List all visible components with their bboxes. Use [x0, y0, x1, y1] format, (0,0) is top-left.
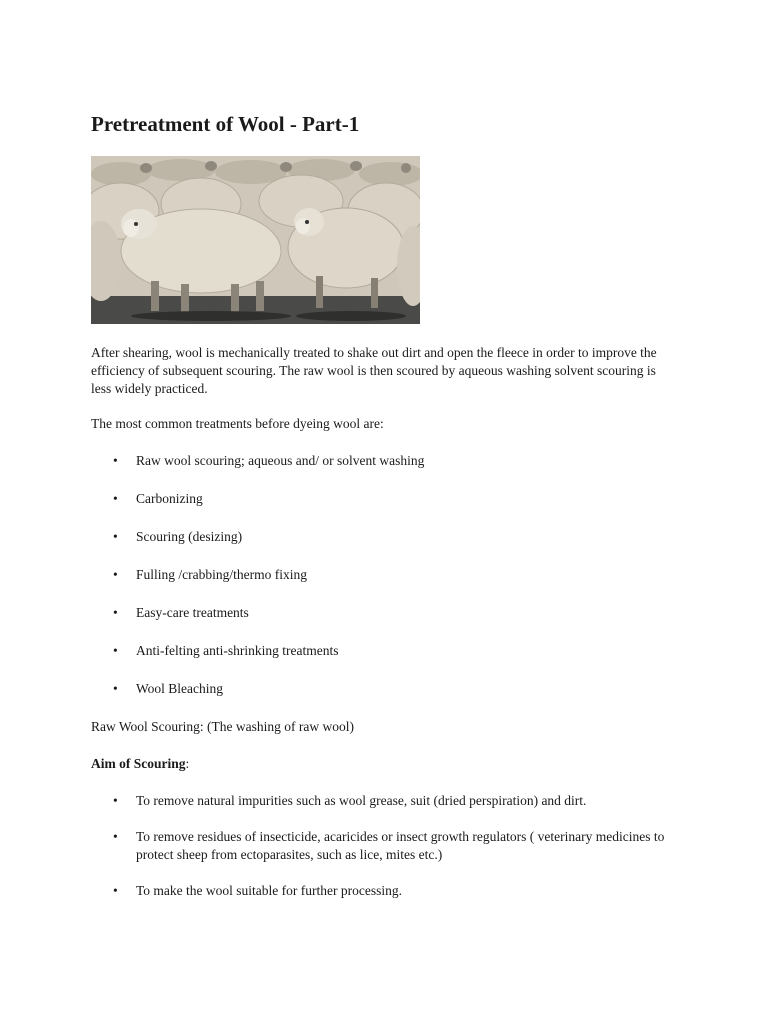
aim-heading: [91, 755, 671, 773]
list-item-text: Anti-felting anti-shrinking treatments: [136, 643, 339, 658]
bullet-icon: •: [113, 643, 118, 658]
list-item-text: To remove residues of insecticide, acaricides or insect growth regulators ( veterinary medicines to protect sheep from ectoparasites, such as lice, mites etc.): [136, 829, 665, 862]
raw-scouring-heading: Raw Wool Scouring: (The washing of raw wool): [91, 719, 354, 734]
list-item: [91, 490, 671, 508]
bullet-icon: •: [113, 829, 118, 844]
list-item: [91, 528, 671, 546]
treatments-heading: The most common treatments before dyeing wool are:: [91, 416, 384, 431]
aim-suffix: :: [185, 756, 190, 771]
list-item: [91, 604, 671, 622]
list-item: [91, 792, 671, 810]
aims-list: [91, 792, 671, 918]
sheep-flock-photo: [91, 156, 420, 324]
list-item-text: Scouring (desizing): [136, 529, 243, 544]
list-item-text: To make the wool suitable for further processing.: [136, 883, 402, 898]
list-item-text: Fulling /crabbing/thermo fixing: [136, 567, 307, 582]
page-title: Pretreatment of Wool - Part-1: [91, 112, 360, 136]
list-item: [91, 680, 671, 698]
list-item-text: Raw wool scouring; aqueous and/ or solvent washing: [136, 453, 425, 468]
list-item: [91, 882, 671, 900]
bullet-icon: •: [113, 567, 118, 582]
intro-paragraph: After shearing, wool is mechanically treated to shake out dirt and open the fleece in order to improve the efficiency of subsequent scouring. The raw wool is then scoured by aqueous washing solvent scouring is less widely practiced.: [91, 345, 657, 396]
bullet-icon: •: [113, 605, 118, 620]
list-item-text: To remove natural impurities such as wool grease, suit (dried perspiration) and dirt.: [136, 793, 587, 808]
bullet-icon: •: [113, 681, 118, 696]
bullet-icon: •: [113, 793, 118, 808]
aim-label: Aim of Scouring: [91, 756, 186, 771]
list-item-text: Easy-care treatments: [136, 605, 249, 620]
bullet-icon: •: [113, 491, 118, 506]
list-item: [91, 642, 671, 660]
bullet-icon: •: [113, 529, 118, 544]
list-item-text: Carbonizing: [136, 491, 203, 506]
bullet-icon: •: [113, 453, 118, 468]
list-item: [91, 452, 671, 470]
treatments-list: [91, 452, 671, 718]
list-item-text: Wool Bleaching: [136, 681, 224, 696]
list-item: [91, 566, 671, 584]
list-item: [91, 828, 671, 864]
bullet-icon: •: [113, 883, 118, 898]
